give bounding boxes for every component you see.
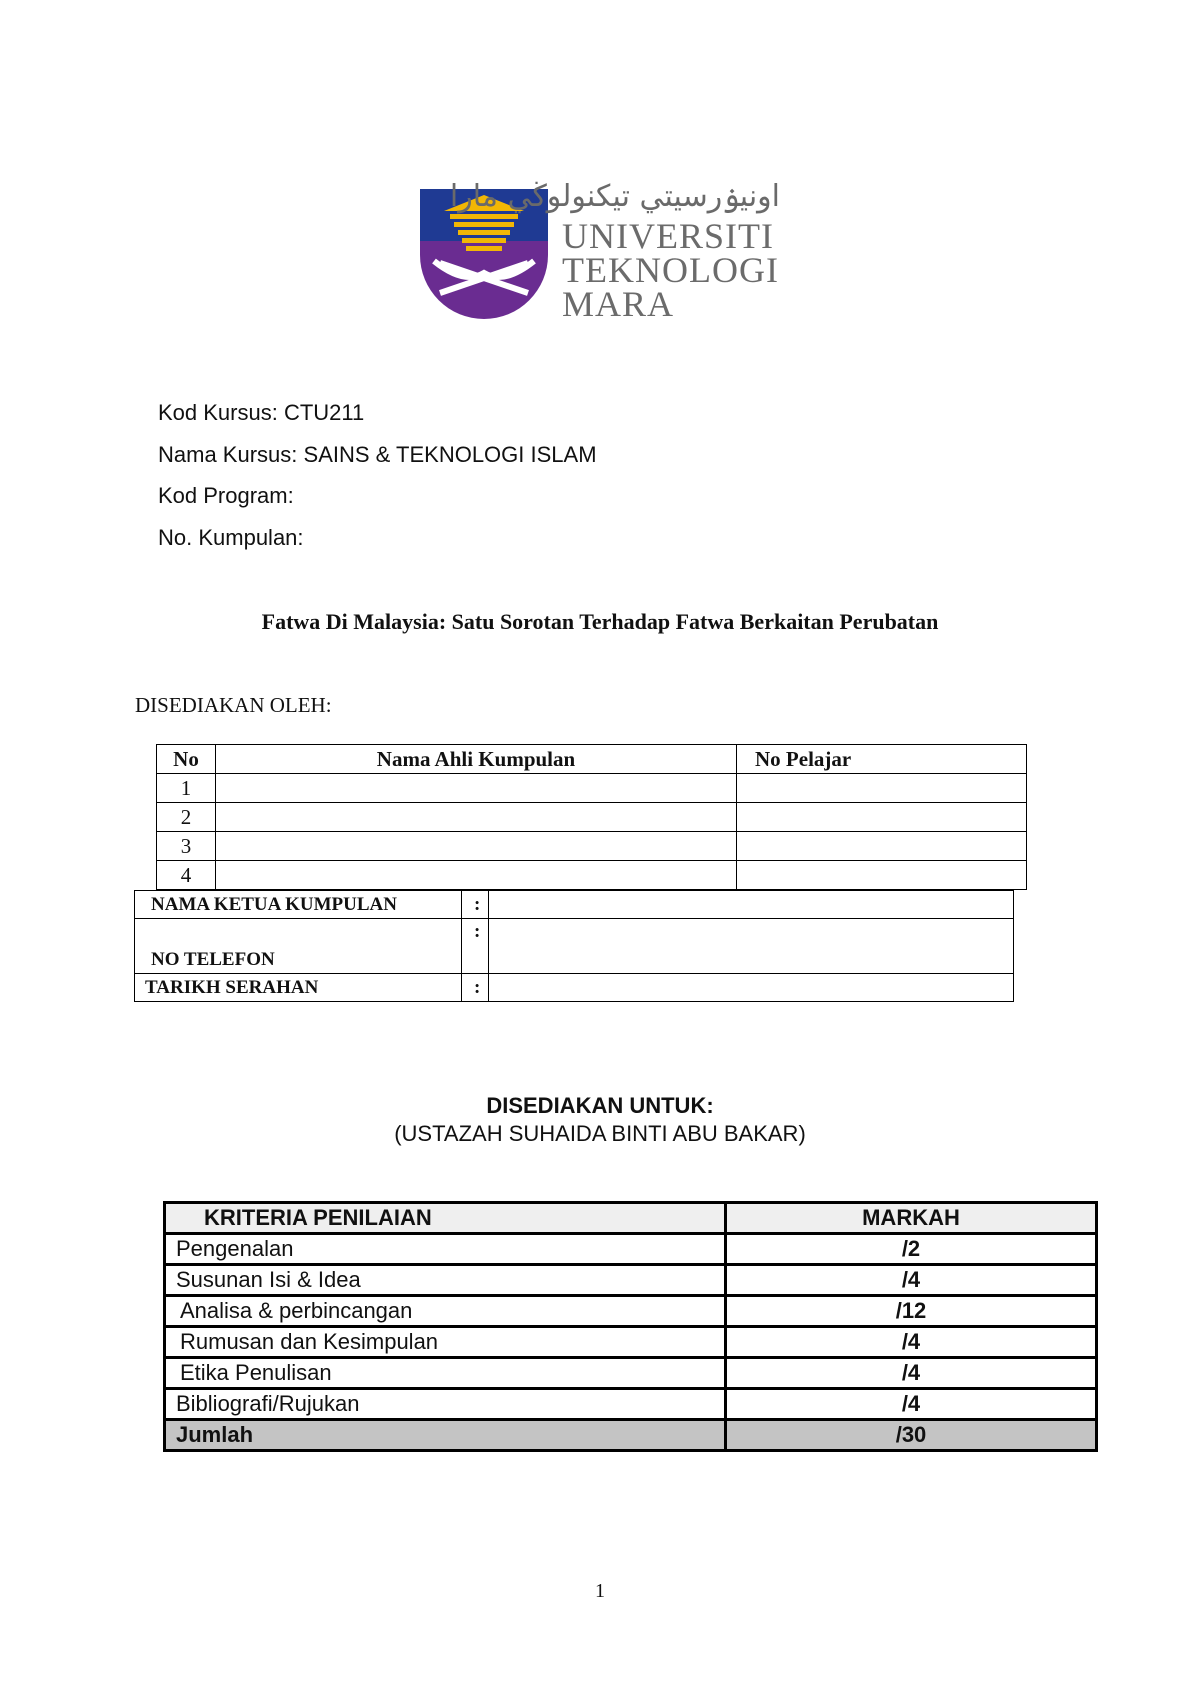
mark-cell: /4 bbox=[726, 1389, 1097, 1420]
header-member-name: Nama Ahli Kumpulan bbox=[216, 745, 737, 774]
student-no-cell[interactable] bbox=[737, 803, 1027, 832]
uitm-logo bbox=[420, 179, 790, 325]
colon: : bbox=[462, 974, 489, 1002]
program-code-label: Kod Program: bbox=[158, 483, 294, 508]
phone-label: NO TELEFON bbox=[135, 919, 462, 974]
logo-jawi-text: اونيۏرسيتي تيكنولوڬي مارا bbox=[449, 179, 780, 214]
row-number: 1 bbox=[157, 774, 216, 803]
header-student-no: No Pelajar bbox=[737, 745, 1027, 774]
prepared-for-block bbox=[0, 1093, 1200, 1147]
table-row bbox=[165, 1358, 1097, 1389]
prepared-for-heading: DISEDIAKAN UNTUK: bbox=[486, 1093, 714, 1118]
mark-cell: /12 bbox=[726, 1296, 1097, 1327]
header-criteria: KRITERIA PENILAIAN bbox=[165, 1203, 726, 1234]
table-row bbox=[165, 1234, 1097, 1265]
course-name-value: SAINS & TEKNOLOGI ISLAM bbox=[303, 442, 597, 467]
table-row bbox=[157, 803, 1027, 832]
leader-name-value[interactable] bbox=[489, 891, 1014, 919]
member-name-cell[interactable] bbox=[216, 832, 737, 861]
mark-cell: /2 bbox=[726, 1234, 1097, 1265]
total-row bbox=[165, 1420, 1097, 1451]
submission-date-label: TARIKH SERAHAN bbox=[135, 974, 462, 1002]
leader-table bbox=[134, 890, 1014, 1002]
course-code-label: Kod Kursus: bbox=[158, 400, 278, 425]
table-row bbox=[135, 891, 1014, 919]
student-no-cell[interactable] bbox=[737, 774, 1027, 803]
logo-line-universiti: UNIVERSITI bbox=[562, 216, 774, 256]
members-table bbox=[156, 744, 1027, 890]
table-row bbox=[165, 1389, 1097, 1420]
group-number-label: No. Kumpulan: bbox=[158, 525, 304, 550]
group-number-line bbox=[158, 525, 304, 551]
program-code-line bbox=[158, 483, 294, 509]
header-marks: MARKAH bbox=[726, 1203, 1097, 1234]
submission-date-value[interactable] bbox=[489, 974, 1014, 1002]
criteria-cell: Analisa & perbincangan bbox=[165, 1296, 726, 1327]
mark-cell: /4 bbox=[726, 1358, 1097, 1389]
course-name-line bbox=[158, 442, 597, 468]
table-row bbox=[157, 861, 1027, 890]
mark-cell: /4 bbox=[726, 1327, 1097, 1358]
criteria-cell: Bibliografi/Rujukan bbox=[165, 1389, 726, 1420]
criteria-cell: Susunan Isi & Idea bbox=[165, 1265, 726, 1296]
table-row bbox=[135, 919, 1014, 974]
row-number: 2 bbox=[157, 803, 216, 832]
members-header-row bbox=[157, 745, 1027, 774]
row-number: 4 bbox=[157, 861, 216, 890]
logo-line-teknologi: TEKNOLOGI bbox=[562, 250, 779, 290]
document-title: Fatwa Di Malaysia: Satu Sorotan Terhadap Fatwa Berkaitan Perubatan bbox=[261, 609, 939, 634]
total-label: Jumlah bbox=[165, 1420, 726, 1451]
course-code-value: CTU211 bbox=[283, 400, 365, 425]
logo-line-mara: MARA bbox=[562, 284, 675, 324]
member-name-cell[interactable] bbox=[216, 774, 737, 803]
prepared-by-heading: DISEDIAKAN OLEH: bbox=[135, 693, 332, 717]
table-row bbox=[135, 974, 1014, 1002]
leader-name-label: NAMA KETUA KUMPULAN bbox=[135, 891, 462, 919]
table-row bbox=[157, 774, 1027, 803]
criteria-cell: Rumusan dan Kesimpulan bbox=[165, 1327, 726, 1358]
student-no-cell[interactable] bbox=[737, 861, 1027, 890]
row-number: 3 bbox=[157, 832, 216, 861]
criteria-table bbox=[163, 1201, 1098, 1452]
lecturer-name: (USTAZAH SUHAIDA BINTI ABU BAKAR) bbox=[394, 1121, 806, 1146]
table-row bbox=[157, 832, 1027, 861]
table-row bbox=[165, 1296, 1097, 1327]
header-no: No bbox=[157, 745, 216, 774]
colon: : bbox=[462, 891, 489, 919]
criteria-cell: Etika Penulisan bbox=[165, 1358, 726, 1389]
colon: : bbox=[462, 919, 489, 974]
phone-value[interactable] bbox=[489, 919, 1014, 974]
table-row bbox=[165, 1265, 1097, 1296]
member-name-cell[interactable] bbox=[216, 803, 737, 832]
course-name-label: Nama Kursus: bbox=[158, 442, 298, 467]
mark-cell: /4 bbox=[726, 1265, 1097, 1296]
criteria-cell: Pengenalan bbox=[165, 1234, 726, 1265]
member-name-cell[interactable] bbox=[216, 861, 737, 890]
total-mark: /30 bbox=[726, 1420, 1097, 1451]
page-number: 1 bbox=[595, 1580, 605, 1602]
course-code-line bbox=[158, 400, 364, 426]
table-row bbox=[165, 1327, 1097, 1358]
criteria-header-row bbox=[165, 1203, 1097, 1234]
student-no-cell[interactable] bbox=[737, 832, 1027, 861]
